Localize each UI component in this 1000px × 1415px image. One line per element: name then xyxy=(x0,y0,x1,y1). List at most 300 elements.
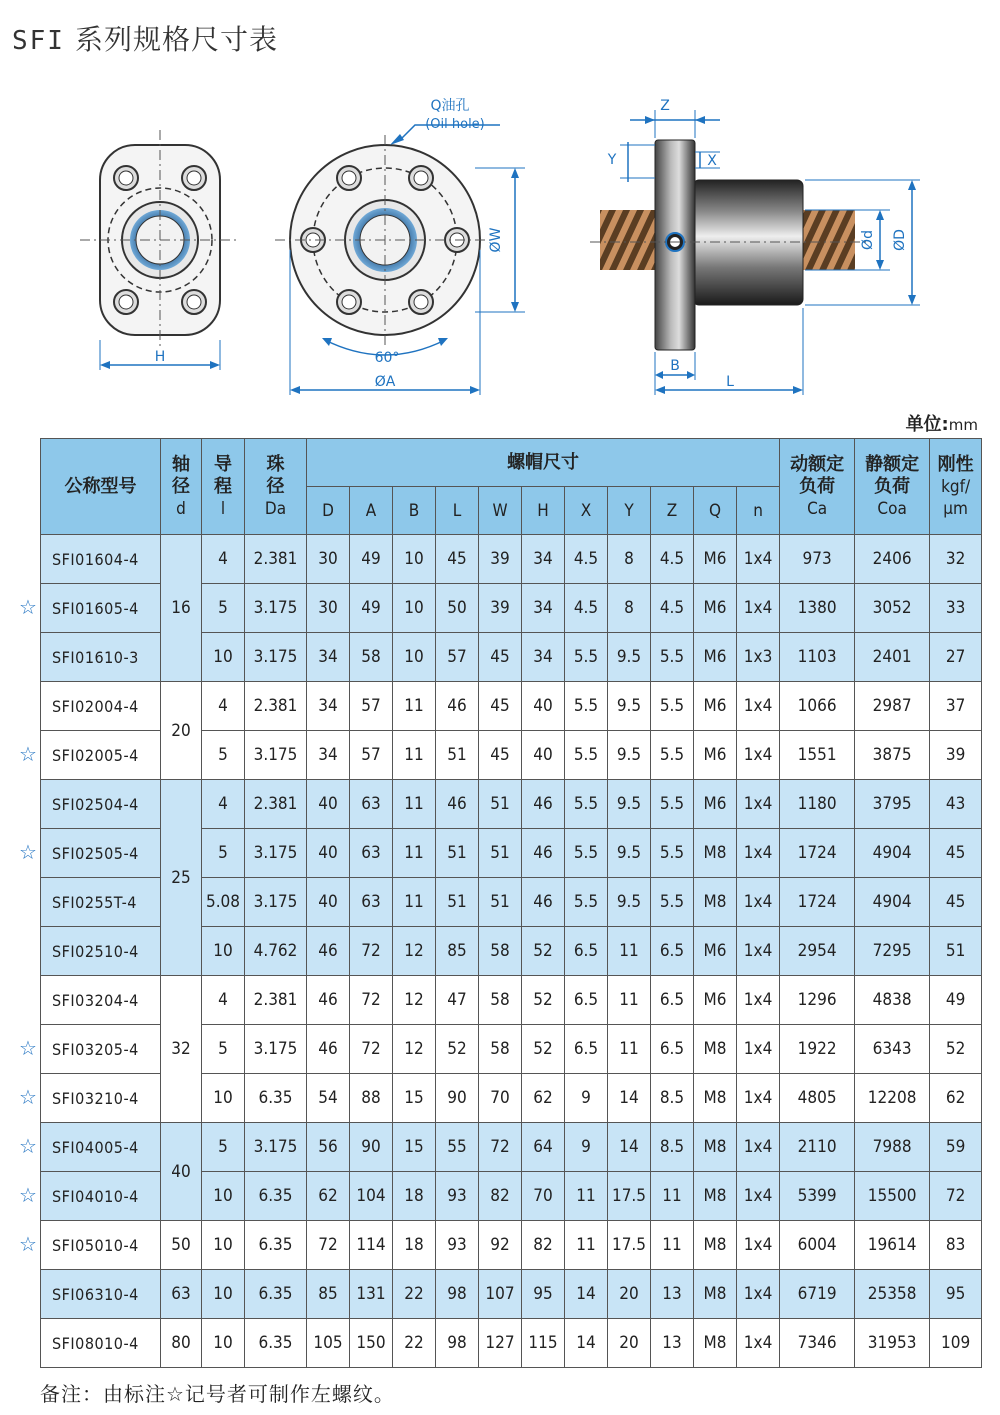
cell-z: 5.5 xyxy=(651,633,694,682)
cell-l: 51 xyxy=(436,878,479,927)
cell-l: 46 xyxy=(436,682,479,731)
cell-x: 5.5 xyxy=(565,780,608,829)
cell-h: 40 xyxy=(522,682,565,731)
cell-lead: 5 xyxy=(202,584,245,633)
oil-hole-label: Q油孔 xyxy=(430,98,470,114)
cell-ball: 3.175 xyxy=(245,731,307,780)
cell-l: 57 xyxy=(436,633,479,682)
cell-w: 72 xyxy=(479,1123,522,1172)
cell-h: 70 xyxy=(522,1172,565,1221)
cell-model: SFI03204-4 xyxy=(41,976,161,1025)
header-sta-l1: 静额定 xyxy=(865,453,920,475)
header-lead xyxy=(202,439,245,535)
cell-model: SFI02505-4 xyxy=(41,829,161,878)
cell-coa: 7988 xyxy=(855,1123,930,1172)
cell-model: SFI01605-4 xyxy=(41,584,161,633)
cell-z: 5.5 xyxy=(651,731,694,780)
cell-x: 9 xyxy=(565,1074,608,1123)
cell-d: 34 xyxy=(307,731,350,780)
cell-lead: 10 xyxy=(202,1270,245,1319)
cell-lead: 5.08 xyxy=(202,878,245,927)
header-dynamic-load xyxy=(780,439,855,535)
cell-d: 46 xyxy=(307,1025,350,1074)
title-text: 系列规格尺寸表 xyxy=(74,23,278,56)
table-row xyxy=(41,1319,982,1368)
cell-h: 82 xyxy=(522,1221,565,1270)
cell-rig: 33 xyxy=(930,584,982,633)
cell-h: 62 xyxy=(522,1074,565,1123)
cell-a: 49 xyxy=(350,535,393,584)
cell-l: 90 xyxy=(436,1074,479,1123)
header-dyn-sym: Ca xyxy=(807,498,828,519)
header-ball xyxy=(245,439,307,535)
cell-model: SFI02510-4 xyxy=(41,927,161,976)
cell-h: 95 xyxy=(522,1270,565,1319)
cell-d: 85 xyxy=(307,1270,350,1319)
header-nut-col-q: Q xyxy=(694,487,737,535)
cell-a: 72 xyxy=(350,1025,393,1074)
side-view xyxy=(590,98,920,395)
cell-rig: 62 xyxy=(930,1074,982,1123)
cell-z: 8.5 xyxy=(651,1074,694,1123)
cell-rig: 27 xyxy=(930,633,982,682)
cell-n: 1x4 xyxy=(737,1074,780,1123)
cell-y: 14 xyxy=(608,1123,651,1172)
cell-d: 72 xyxy=(307,1221,350,1270)
cell-d: 105 xyxy=(307,1319,350,1368)
header-nut-col-w: W xyxy=(479,487,522,535)
cell-d: 56 xyxy=(307,1123,350,1172)
cell-q: M6 xyxy=(694,927,737,976)
table-row xyxy=(41,535,982,584)
cell-rig: 51 xyxy=(930,927,982,976)
cell-rig: 59 xyxy=(930,1123,982,1172)
oil-hole-label-en: (Oil hole) xyxy=(425,117,485,132)
cell-shaft-diameter: 32 xyxy=(161,976,202,1123)
header-shaft xyxy=(161,439,202,535)
cell-n: 1x4 xyxy=(737,878,780,927)
table-row xyxy=(41,1123,982,1172)
table-row xyxy=(41,682,982,731)
cell-q: M6 xyxy=(694,535,737,584)
cell-z: 11 xyxy=(651,1221,694,1270)
cell-n: 1x4 xyxy=(737,927,780,976)
cell-b: 10 xyxy=(393,535,436,584)
cell-w: 45 xyxy=(479,633,522,682)
header-rigidity xyxy=(930,439,982,535)
cell-lead: 4 xyxy=(202,535,245,584)
cell-q: M6 xyxy=(694,584,737,633)
cell-w: 51 xyxy=(479,780,522,829)
cell-ball: 4.762 xyxy=(245,927,307,976)
cell-b: 18 xyxy=(393,1172,436,1221)
cell-q: M6 xyxy=(694,731,737,780)
cell-coa: 2987 xyxy=(855,682,930,731)
cell-l: 55 xyxy=(436,1123,479,1172)
header-nut-col-x: X xyxy=(565,487,608,535)
cell-w: 58 xyxy=(479,976,522,1025)
cell-b: 11 xyxy=(393,731,436,780)
cell-n: 1x4 xyxy=(737,682,780,731)
page-title xyxy=(12,18,278,58)
cell-shaft-diameter: 80 xyxy=(161,1319,202,1368)
cell-coa: 4904 xyxy=(855,878,930,927)
cell-x: 4.5 xyxy=(565,584,608,633)
cell-l: 45 xyxy=(436,535,479,584)
cell-rig: 49 xyxy=(930,976,982,1025)
cell-shaft-diameter: 16 xyxy=(161,535,202,682)
cell-ball: 6.35 xyxy=(245,1074,307,1123)
cell-q: M8 xyxy=(694,1123,737,1172)
left-thread-star-icon: ☆ xyxy=(19,1085,37,1109)
cell-coa: 15500 xyxy=(855,1172,930,1221)
cell-ca: 1066 xyxy=(780,682,855,731)
cell-ball: 3.175 xyxy=(245,633,307,682)
cell-lead: 10 xyxy=(202,633,245,682)
cell-n: 1x4 xyxy=(737,780,780,829)
cell-model: SFI05010-4 xyxy=(41,1221,161,1270)
cell-q: M6 xyxy=(694,780,737,829)
header-ball-sym: Da xyxy=(264,498,287,519)
cell-ca: 1296 xyxy=(780,976,855,1025)
header-lead-l1: 导 xyxy=(214,453,232,475)
cell-a: 58 xyxy=(350,633,393,682)
cell-d: 34 xyxy=(307,633,350,682)
cell-model: SFI02005-4 xyxy=(41,731,161,780)
cell-h: 64 xyxy=(522,1123,565,1172)
header-nut-col-h: H xyxy=(522,487,565,535)
front-view-rect-flange xyxy=(80,130,240,370)
header-nut-col-y: Y xyxy=(608,487,651,535)
cell-a: 150 xyxy=(350,1319,393,1368)
dim-W-label: ØW xyxy=(488,227,504,253)
cell-z: 5.5 xyxy=(651,682,694,731)
cell-z: 4.5 xyxy=(651,535,694,584)
cell-coa: 3875 xyxy=(855,731,930,780)
header-sta-sym: Coa xyxy=(877,498,907,519)
cell-lead: 10 xyxy=(202,1319,245,1368)
cell-d: 46 xyxy=(307,976,350,1025)
cell-w: 39 xyxy=(479,535,522,584)
cell-w: 39 xyxy=(479,584,522,633)
left-thread-star-icon: ☆ xyxy=(19,1036,37,1060)
cell-d: 40 xyxy=(307,829,350,878)
left-thread-star-icon: ☆ xyxy=(19,1232,37,1256)
cell-z: 8.5 xyxy=(651,1123,694,1172)
cell-l: 51 xyxy=(436,829,479,878)
header-shaft-sym: d xyxy=(176,498,186,519)
cell-ca: 2954 xyxy=(780,927,855,976)
cell-q: M6 xyxy=(694,633,737,682)
cell-ball: 3.175 xyxy=(245,1025,307,1074)
cell-b: 11 xyxy=(393,682,436,731)
cell-lead: 10 xyxy=(202,1172,245,1221)
cell-b: 18 xyxy=(393,1221,436,1270)
cell-l: 85 xyxy=(436,927,479,976)
cell-coa: 25358 xyxy=(855,1270,930,1319)
cell-l: 51 xyxy=(436,731,479,780)
cell-d: 30 xyxy=(307,584,350,633)
left-thread-star-icon: ☆ xyxy=(19,840,37,864)
cell-l: 46 xyxy=(436,780,479,829)
cell-n: 1x4 xyxy=(737,1025,780,1074)
cell-model: SFI01604-4 xyxy=(41,535,161,584)
cell-coa: 19614 xyxy=(855,1221,930,1270)
cell-a: 49 xyxy=(350,584,393,633)
cell-h: 46 xyxy=(522,780,565,829)
cell-q: M8 xyxy=(694,829,737,878)
cell-b: 11 xyxy=(393,829,436,878)
cell-x: 5.5 xyxy=(565,731,608,780)
dim-A-label: ØA xyxy=(374,374,396,390)
header-ball-l2: 径 xyxy=(266,475,285,497)
cell-ca: 1724 xyxy=(780,878,855,927)
cell-ball: 2.381 xyxy=(245,780,307,829)
technical-drawing xyxy=(0,90,1000,410)
left-thread-star-icon: ☆ xyxy=(19,742,37,766)
cell-ca: 973 xyxy=(780,535,855,584)
cell-y: 9.5 xyxy=(608,682,651,731)
cell-q: M8 xyxy=(694,1221,737,1270)
cell-rig: 45 xyxy=(930,878,982,927)
cell-ca: 1103 xyxy=(780,633,855,682)
title-code: SFI xyxy=(12,26,65,56)
cell-lead: 5 xyxy=(202,731,245,780)
cell-z: 5.5 xyxy=(651,878,694,927)
cell-a: 88 xyxy=(350,1074,393,1123)
cell-rig: 72 xyxy=(930,1172,982,1221)
dim-X-label: X xyxy=(707,153,717,169)
cell-x: 6.5 xyxy=(565,927,608,976)
cell-model: SFI0255T-4 xyxy=(41,878,161,927)
cell-x: 6.5 xyxy=(565,976,608,1025)
cell-q: M8 xyxy=(694,1074,737,1123)
cell-y: 8 xyxy=(608,584,651,633)
cell-b: 22 xyxy=(393,1270,436,1319)
cell-x: 14 xyxy=(565,1319,608,1368)
cell-q: M8 xyxy=(694,1172,737,1221)
cell-h: 52 xyxy=(522,927,565,976)
cell-coa: 2406 xyxy=(855,535,930,584)
cell-d: 40 xyxy=(307,780,350,829)
cell-rig: 95 xyxy=(930,1270,982,1319)
header-nut: 螺帽尺寸 xyxy=(307,439,780,487)
cell-y: 20 xyxy=(608,1319,651,1368)
cell-n: 1x3 xyxy=(737,633,780,682)
cell-shaft-diameter: 25 xyxy=(161,780,202,976)
cell-b: 12 xyxy=(393,927,436,976)
table-row xyxy=(41,1270,982,1319)
cell-h: 52 xyxy=(522,976,565,1025)
cell-model: SFI04005-4 xyxy=(41,1123,161,1172)
cell-y: 9.5 xyxy=(608,878,651,927)
cell-a: 114 xyxy=(350,1221,393,1270)
cell-d: 40 xyxy=(307,878,350,927)
cell-l: 52 xyxy=(436,1025,479,1074)
header-nut-col-n: n xyxy=(737,487,780,535)
cell-x: 9 xyxy=(565,1123,608,1172)
cell-b: 15 xyxy=(393,1074,436,1123)
cell-y: 11 xyxy=(608,927,651,976)
cell-shaft-diameter: 63 xyxy=(161,1270,202,1319)
cell-ca: 6004 xyxy=(780,1221,855,1270)
cell-ca: 1922 xyxy=(780,1025,855,1074)
cell-a: 131 xyxy=(350,1270,393,1319)
left-thread-star-icon: ☆ xyxy=(19,1134,37,1158)
cell-ca: 1380 xyxy=(780,584,855,633)
cell-lead: 5 xyxy=(202,1123,245,1172)
cell-model: SFI06310-4 xyxy=(41,1270,161,1319)
cell-z: 11 xyxy=(651,1172,694,1221)
header-rig-sym: μm xyxy=(943,498,968,519)
header-dyn-l1: 动额定 xyxy=(790,453,845,475)
cell-rig: 45 xyxy=(930,829,982,878)
cell-l: 50 xyxy=(436,584,479,633)
cell-w: 45 xyxy=(479,682,522,731)
cell-coa: 12208 xyxy=(855,1074,930,1123)
cell-coa: 4838 xyxy=(855,976,930,1025)
cell-d: 62 xyxy=(307,1172,350,1221)
cell-w: 127 xyxy=(479,1319,522,1368)
cell-w: 45 xyxy=(479,731,522,780)
cell-shaft-diameter: 50 xyxy=(161,1221,202,1270)
cell-ball: 3.175 xyxy=(245,1123,307,1172)
cell-ca: 5399 xyxy=(780,1172,855,1221)
cell-a: 63 xyxy=(350,780,393,829)
header-static-load xyxy=(855,439,930,535)
header-model: 公称型号 xyxy=(41,439,161,535)
cell-ca: 1724 xyxy=(780,829,855,878)
cell-w: 70 xyxy=(479,1074,522,1123)
table-row xyxy=(41,780,982,829)
cell-x: 14 xyxy=(565,1270,608,1319)
cell-q: M8 xyxy=(694,1319,737,1368)
cell-ca: 7346 xyxy=(780,1319,855,1368)
cell-l: 93 xyxy=(436,1172,479,1221)
cell-coa: 31953 xyxy=(855,1319,930,1368)
cell-lead: 5 xyxy=(202,1025,245,1074)
cell-w: 51 xyxy=(479,829,522,878)
cell-l: 47 xyxy=(436,976,479,1025)
header-nut-col-z: Z xyxy=(651,487,694,535)
cell-x: 5.5 xyxy=(565,682,608,731)
cell-ball: 6.35 xyxy=(245,1172,307,1221)
header-sta-l2: 负荷 xyxy=(874,475,911,497)
header-rig-l2: kgf/ xyxy=(941,476,971,497)
dim-angle-label: 60° xyxy=(374,350,400,366)
cell-y: 9.5 xyxy=(608,780,651,829)
cell-h: 34 xyxy=(522,535,565,584)
cell-a: 90 xyxy=(350,1123,393,1172)
cell-a: 72 xyxy=(350,976,393,1025)
cell-ball: 2.381 xyxy=(245,682,307,731)
cell-n: 1x4 xyxy=(737,1221,780,1270)
cell-n: 1x4 xyxy=(737,584,780,633)
table-row xyxy=(41,976,982,1025)
header-lead-l2: 程 xyxy=(214,475,232,497)
cell-z: 6.5 xyxy=(651,976,694,1025)
cell-b: 12 xyxy=(393,976,436,1025)
cell-ball: 3.175 xyxy=(245,584,307,633)
cell-b: 12 xyxy=(393,1025,436,1074)
cell-y: 11 xyxy=(608,976,651,1025)
cell-y: 20 xyxy=(608,1270,651,1319)
cell-d: 34 xyxy=(307,682,350,731)
cell-h: 34 xyxy=(522,584,565,633)
dim-d-label: Ød xyxy=(860,230,876,250)
cell-w: 51 xyxy=(479,878,522,927)
cell-b: 10 xyxy=(393,584,436,633)
cell-a: 57 xyxy=(350,682,393,731)
cell-w: 58 xyxy=(479,927,522,976)
cell-q: M8 xyxy=(694,1025,737,1074)
cell-z: 5.5 xyxy=(651,780,694,829)
cell-rig: 39 xyxy=(930,731,982,780)
cell-ca: 4805 xyxy=(780,1074,855,1123)
cell-x: 5.5 xyxy=(565,878,608,927)
cell-z: 13 xyxy=(651,1319,694,1368)
header-nut-col-b: B xyxy=(393,487,436,535)
cell-ball: 2.381 xyxy=(245,976,307,1025)
cell-q: M6 xyxy=(694,976,737,1025)
cell-a: 63 xyxy=(350,829,393,878)
cell-n: 1x4 xyxy=(737,1270,780,1319)
cell-lead: 4 xyxy=(202,780,245,829)
cell-n: 1x4 xyxy=(737,535,780,584)
cell-w: 92 xyxy=(479,1221,522,1270)
cell-rig: 43 xyxy=(930,780,982,829)
header-shaft-l1: 轴 xyxy=(172,453,190,475)
left-thread-star-icon: ☆ xyxy=(19,595,37,619)
cell-model: SFI01610-3 xyxy=(41,633,161,682)
cell-x: 4.5 xyxy=(565,535,608,584)
header-rig-l1: 刚性 xyxy=(937,453,974,475)
cell-n: 1x4 xyxy=(737,1123,780,1172)
cell-lead: 10 xyxy=(202,927,245,976)
cell-ball: 6.35 xyxy=(245,1319,307,1368)
cell-model: SFI02504-4 xyxy=(41,780,161,829)
cell-d: 54 xyxy=(307,1074,350,1123)
dim-Z-label: Z xyxy=(660,98,670,114)
cell-h: 52 xyxy=(522,1025,565,1074)
cell-ball: 2.381 xyxy=(245,535,307,584)
header-nut-col-d: D xyxy=(307,487,350,535)
cell-model: SFI04010-4 xyxy=(41,1172,161,1221)
cell-y: 9.5 xyxy=(608,731,651,780)
cell-y: 17.5 xyxy=(608,1221,651,1270)
cell-y: 17.5 xyxy=(608,1172,651,1221)
cell-ca: 2110 xyxy=(780,1123,855,1172)
cell-coa: 7295 xyxy=(855,927,930,976)
cell-w: 58 xyxy=(479,1025,522,1074)
cell-ball: 6.35 xyxy=(245,1270,307,1319)
cell-lead: 4 xyxy=(202,976,245,1025)
cell-x: 6.5 xyxy=(565,1025,608,1074)
cell-lead: 10 xyxy=(202,1221,245,1270)
dim-D-label: ØD xyxy=(892,229,908,251)
cell-y: 11 xyxy=(608,1025,651,1074)
cell-d: 30 xyxy=(307,535,350,584)
footnote: 备注：由标注☆记号者可制作左螺纹。 xyxy=(40,1382,395,1406)
cell-b: 10 xyxy=(393,633,436,682)
header-dyn-l2: 负荷 xyxy=(799,475,836,497)
cell-rig: 32 xyxy=(930,535,982,584)
cell-h: 46 xyxy=(522,878,565,927)
cell-ball: 6.35 xyxy=(245,1221,307,1270)
cell-coa: 4904 xyxy=(855,829,930,878)
cell-x: 5.5 xyxy=(565,829,608,878)
cell-ball: 3.175 xyxy=(245,829,307,878)
